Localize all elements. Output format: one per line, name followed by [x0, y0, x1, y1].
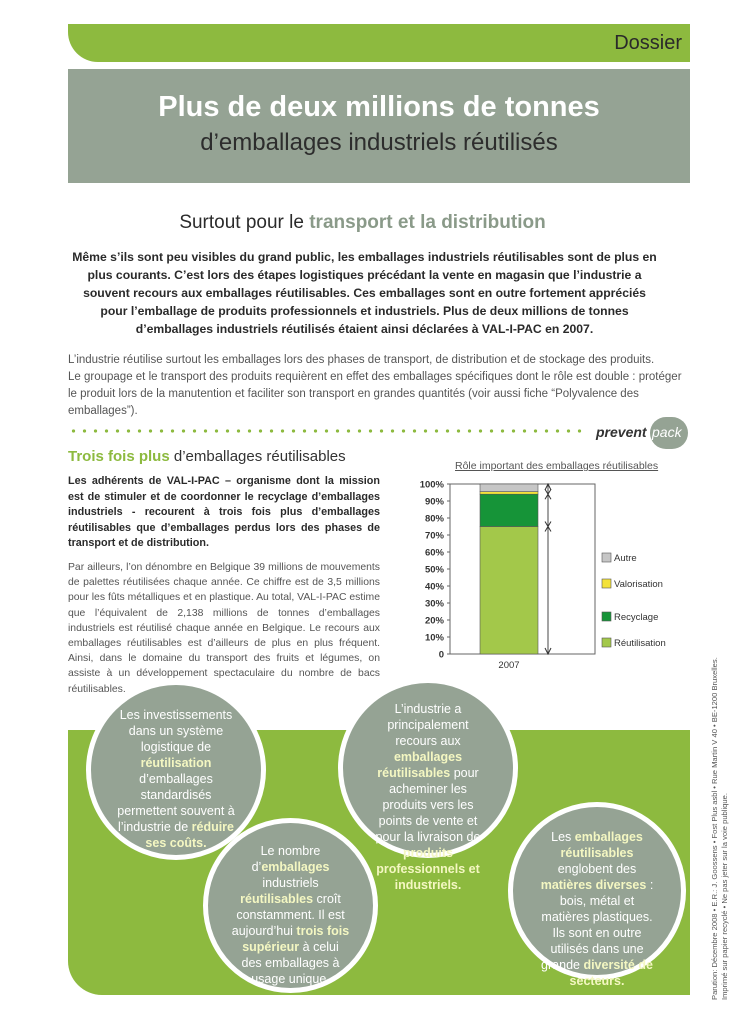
page-subtitle: d’emballages industriels réutilisés: [200, 129, 558, 156]
x-category-label: 2007: [498, 660, 520, 671]
credit-line-2: Imprimé sur papier recyclé • Ne pas jeter sur la voie publique.: [720, 793, 729, 1000]
legend-swatch: [602, 638, 611, 647]
body-line-2: Le groupage et le transport des produits requièrent en effet des emballages spécifiques dont le rôle est double : protéger le produit lors de la manutention et faciliter son transport en grandes quantités (voir aussi fiche “Polyvalence des emballages”).: [68, 371, 682, 417]
bubble-text: L’industrie a principalement recours aux: [387, 702, 469, 748]
title-box: [68, 69, 690, 183]
heading-highlight: transport et la distribution: [309, 212, 546, 233]
dotted-divider: [68, 428, 583, 434]
stacked-bar-chart: [400, 474, 700, 674]
bubble-highlight: réduire ses coûts.: [145, 820, 235, 850]
bar-segment: [480, 484, 538, 492]
retenir-part1: bon à: [38, 890, 63, 952]
legend-swatch: [602, 612, 611, 621]
y-tick-label: 20%: [424, 615, 444, 627]
section-label: Dossier: [614, 32, 682, 54]
heading-part1: Surtout pour le: [179, 212, 310, 233]
bubble-highlight: emballages réutilisables: [560, 830, 643, 860]
body-paragraph: [68, 352, 688, 420]
bubble-text: pour acheminer les produits vers les points de vente et pour la livraison de: [375, 766, 481, 844]
bubble-text: Les: [551, 830, 575, 844]
retenir-part2: retenir: [38, 822, 63, 891]
section-title-highlight: Trois fois plus: [68, 448, 170, 465]
bubble-investissements: [86, 680, 266, 860]
section-text: Par ailleurs, l’on dénombre en Belgique 39 millions de mouvements de palettes réutilisées chaque année. Ce chiffre est de 3,5 millions pour les fûts métalliques et en plastique. Au total, VAL-I-PAC estime que l’équivalent de 2,138 millions de tonnes d’emballages industriels est réutilisé chaque année en Belgique. Le recours aux emballages réutilisables est d’ailleurs de plus en plus fréquent. Ainsi, dans le domaine du transport des fruits et légumes, on assiste à un développement spectaculaire du nombre de bacs réutilisables.: [68, 562, 380, 695]
credit-line-1: Parution: Décembre 2008 • E.R.: J. Goossens • Fost Plus asbl • Rue Martin V 40 • BE-1200 Bruxelles.: [710, 657, 719, 1000]
bubble-highlight: réutilisables: [240, 892, 314, 906]
page-title: Plus de deux millions de tonnes: [158, 91, 600, 123]
y-tick-label: 100%: [419, 479, 444, 491]
legend-swatch: [602, 553, 611, 562]
bubble-text: englobent des: [557, 862, 637, 876]
bubble-highlight: trois fois supérieur: [242, 924, 350, 954]
y-tick-label: 40%: [424, 581, 444, 593]
bubble-text: Le nombre d’: [251, 844, 321, 874]
header-band: [68, 24, 690, 62]
y-tick-label: 80%: [424, 513, 444, 525]
bar-segment: [480, 494, 538, 526]
y-tick-label: 30%: [424, 598, 444, 610]
legend-label: Valorisation: [614, 579, 663, 590]
publication-credits: [710, 657, 730, 1000]
bar-segment: [480, 527, 538, 655]
legend-label: Réutilisation: [614, 638, 666, 649]
section-heading: [0, 212, 725, 234]
section-lead: Les adhérents de VAL-I-PAC – organisme dont la mission est de stimuler et de coordonner le recyclage d’emballages industriels - recourent à trois fois plus d’emballages réutilisables que d’emballages perdus lors des phases de transport et de distribution.: [68, 475, 380, 549]
y-tick-label: 0: [438, 649, 444, 661]
bubble-highlight: matières diverses: [540, 878, 647, 892]
bubble-highlight: réutilisation: [140, 756, 212, 770]
legend-label: Autre: [614, 553, 637, 564]
bubble-highlight: emballages: [261, 860, 330, 874]
retenir-label: [38, 822, 64, 952]
legend-label: Recyclage: [614, 612, 659, 623]
bubble-text: industriels: [262, 876, 319, 890]
y-tick-label: 70%: [424, 530, 444, 542]
bubble-nombre: [203, 818, 378, 993]
preventpack-logo: [596, 417, 688, 449]
y-tick-label: 60%: [424, 547, 444, 559]
body-line-1: L’industrie réutilise surtout les emballages lors des phases de transport, de distribution et de stockage des produits.: [68, 354, 655, 366]
section-title: [68, 448, 346, 465]
bubble-text: croît constamment. Il est aujourd’hui: [231, 892, 345, 938]
bubble-matieres: [508, 802, 686, 988]
y-tick-label: 10%: [424, 632, 444, 644]
bubble-text: Les investissements dans un système logistique de: [119, 708, 233, 754]
bar-segment: [480, 492, 538, 495]
logo-text-prevent: prevent: [596, 424, 647, 440]
bubble-text: à celui des emballages à usage unique.: [241, 940, 340, 986]
section-title-rest: d’emballages réutilisables: [169, 448, 346, 465]
logo-text-pack: pack: [652, 424, 682, 440]
bubble-highlight: emballages réutilisables: [377, 750, 463, 780]
chart-title: Rôle important des emballages réutilisables: [455, 460, 659, 472]
bubble-highlight: produits professionnels et industriels.: [376, 846, 480, 892]
y-tick-label: 90%: [424, 496, 444, 508]
bubble-text: : bois, métal et matières plastiques. Ils sont en outre utilisés dans une grande: [541, 878, 654, 972]
bubble-industrie: [338, 678, 518, 892]
bubble-text: d’emballages standardisés permettent souvent à l’industrie de: [117, 772, 235, 834]
y-tick-label: 50%: [424, 564, 444, 576]
legend-swatch: [602, 579, 611, 588]
intro-paragraph: Même s’ils sont peu visibles du grand public, les emballages industriels réutilisables sont de plus en plus courants. C’est lors des étapes logistiques précédant la vente en magasin que l’industrie a souvent recours aux emballages réutilisables. Ces emballages sont en outre fortement appréciés pour l’emballage de produits professionnels et industriels. Plus de deux millions de tonnes d’emballages industriels réutilisés étaient ainsi déclarées à VAL-I-PAC en 2007.: [72, 250, 657, 336]
bubble-highlight: diversité de secteurs.: [569, 958, 653, 988]
